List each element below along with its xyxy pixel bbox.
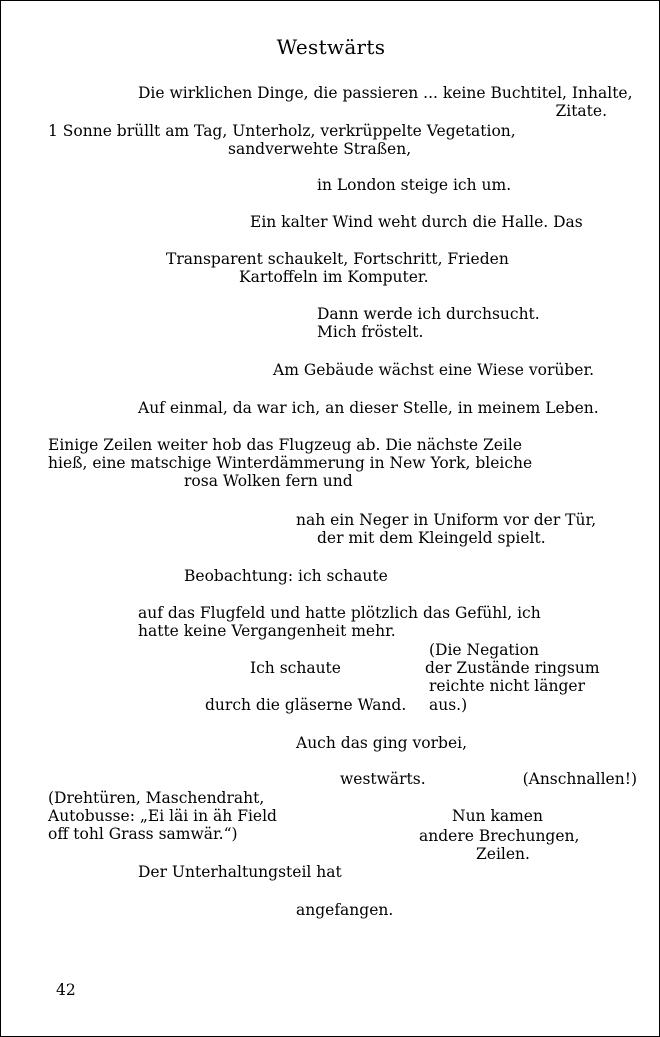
poem-line: off tohl Grass samwär.“) (48, 825, 238, 843)
poem-line: sandverwehte Straßen, (228, 140, 412, 158)
poem-line: Ich schaute (250, 659, 341, 677)
poem-line: Ein kalter Wind weht durch die Halle. Das (250, 213, 583, 231)
poem-line: Autobusse: „Ei läi in äh Field (48, 807, 277, 825)
poem-line: (Die Negation (429, 641, 539, 659)
poem-line: Auch das ging vorbei, (296, 734, 467, 752)
poem-line: hieß, eine matschige Winterdämmerung in New York, bleiche (48, 454, 533, 472)
poem-line: in London steige ich um. (317, 176, 512, 194)
poem-line: der mit dem Kleingeld spielt. (317, 529, 546, 547)
poem-title: Westwärts (276, 35, 386, 59)
poem-line: aus.) (429, 696, 468, 714)
poem-line: rosa Wolken fern und (184, 472, 353, 490)
poem-line: Einige Zeilen weiter hob das Flugzeug ab. Die nächste Zeile (48, 436, 523, 454)
poem-line: Zeilen. (476, 845, 530, 863)
poem-line: Mich fröstelt. (317, 323, 424, 341)
poem-line: Zitate. (555, 102, 607, 120)
poem-line: westwärts. (340, 770, 426, 788)
page-number: 42 (56, 981, 76, 999)
poem-line: Beobachtung: ich schaute (184, 567, 388, 585)
poem-line: andere Brechungen, (419, 827, 580, 845)
poem-line: Am Gebäude wächst eine Wiese vorüber. (273, 361, 595, 379)
poem-line: 1 Sonne brüllt am Tag, Unterholz, verkrüppelte Vegetation, (48, 122, 516, 140)
poem-line: Kartoffeln im Komputer. (239, 268, 429, 286)
poem-line: auf das Flugfeld und hatte plötzlich das Gefühl, ich (138, 604, 541, 622)
poem-line: durch die gläserne Wand. (205, 696, 407, 714)
poem-line: hatte keine Vergangenheit mehr. (138, 622, 396, 640)
poem-line: Die wirklichen Dinge, die passieren ... keine Buchtitel, Inhalte, (138, 84, 633, 102)
poem-line: Auf einmal, da war ich, an dieser Stelle, in meinem Leben. (138, 399, 599, 417)
poem-line: angefangen. (296, 901, 394, 919)
poem-line: Der Unterhaltungsteil hat (138, 863, 342, 881)
poem-line: (Anschnallen!) (522, 770, 637, 788)
poem-line: Transparent schaukelt, Fortschritt, Frieden (166, 250, 509, 268)
poem-line: nah ein Neger in Uniform vor der Tür, (296, 511, 597, 529)
poem-line: Dann werde ich durchsucht. (317, 305, 540, 323)
poem-line: Nun kamen (452, 807, 543, 825)
poem-line: reichte nicht länger (429, 677, 585, 695)
poem-line: der Zustände ringsum (425, 659, 600, 677)
poem-line: (Drehtüren, Maschendraht, (48, 789, 265, 807)
